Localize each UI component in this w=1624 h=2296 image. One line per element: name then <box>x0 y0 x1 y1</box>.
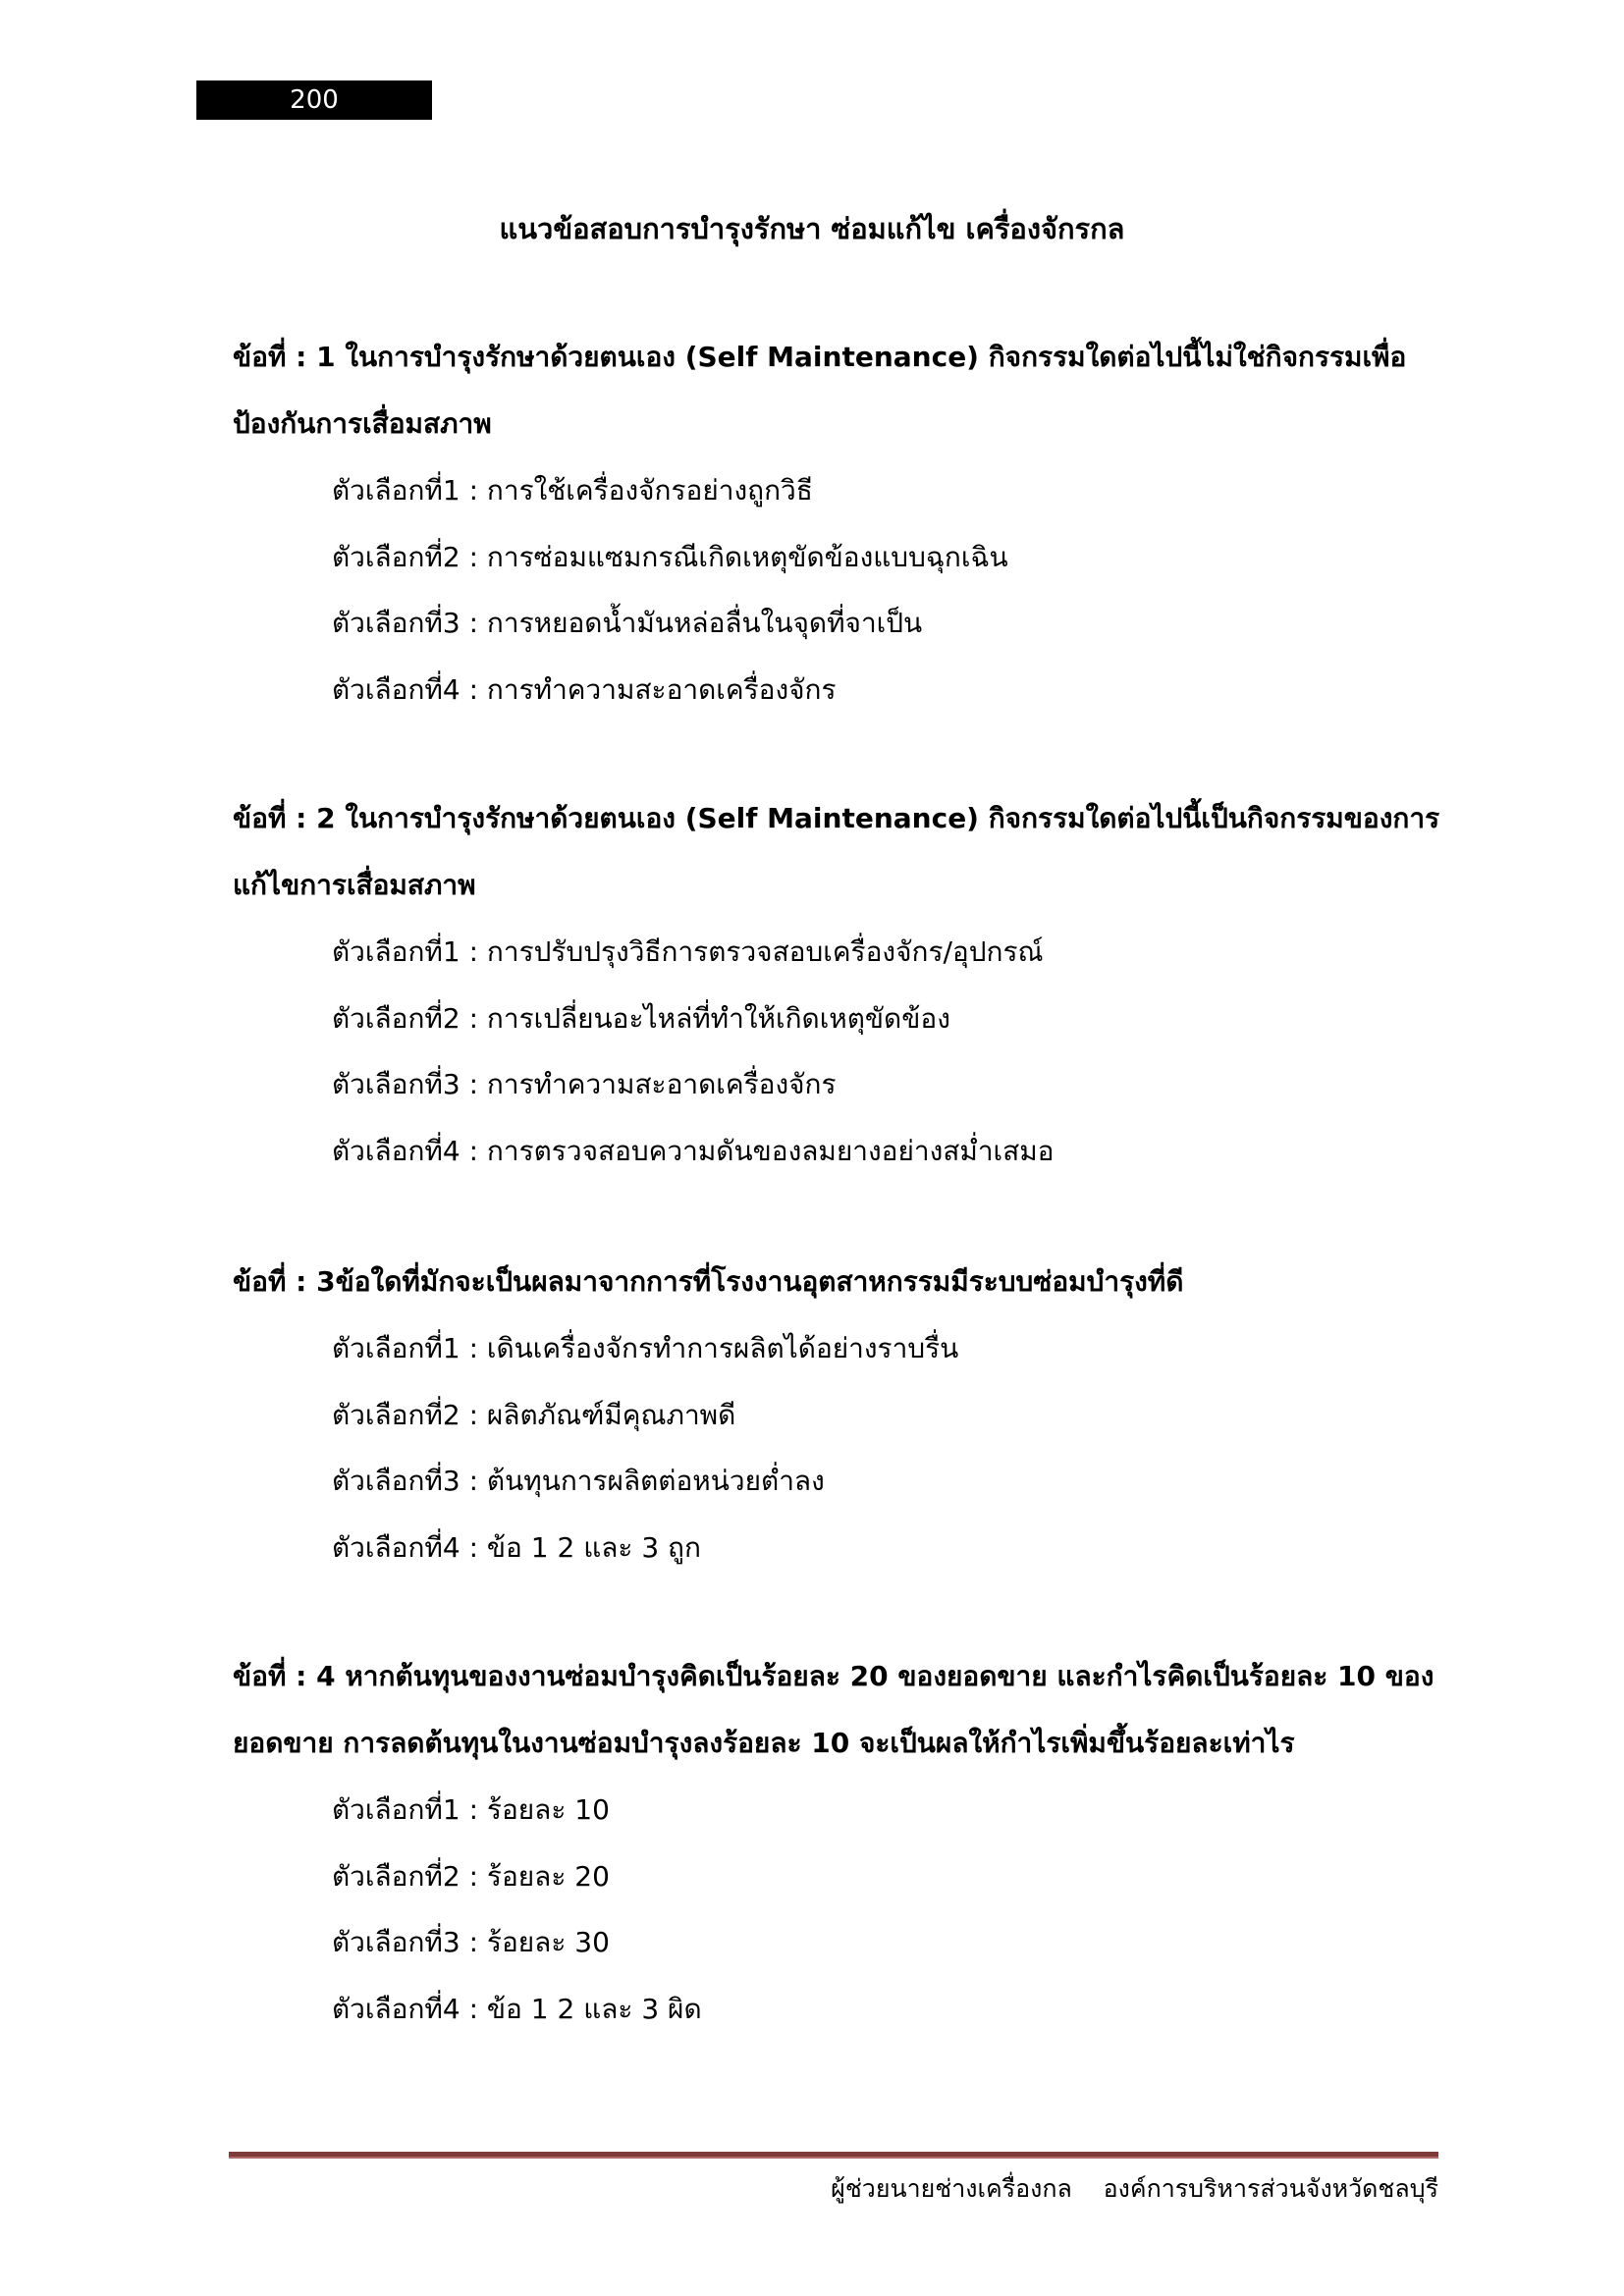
option-item: ตัวเลือกที่4 : ข้อ 1 2 และ 3 ถูก <box>332 1530 701 1564</box>
question-2 <box>233 785 1440 1184</box>
page-number: 200 <box>196 80 432 120</box>
option-list <box>233 457 1440 722</box>
question-4 <box>233 1643 1440 2042</box>
option-item: ตัวเลือกที่3 : ต้นทุนการผลิตต่อหน่วยต่ำลง <box>332 1465 825 1497</box>
option-item: ตัวเลือกที่4 : ข้อ 1 2 และ 3 ผิด <box>332 1992 702 2025</box>
option-item: ตัวเลือกที่1 : เดินเครื่องจักรทำการผลิตได้อย่างราบรื่น <box>332 1332 959 1364</box>
question-text: ข้อที่ : 3ข้อใดที่มักจะเป็นผลมาจากการที่โรงงานอุตสาหกรรมมีระบบซ่อมบำรุงที่ดี <box>233 1265 1184 1298</box>
question-3 <box>233 1249 1440 1580</box>
option-item: ตัวเลือกที่2 : การเปลี่ยนอะไหล่ที่ทำให้เกิดเหตุขัดข้อง <box>332 1001 950 1035</box>
question-1 <box>233 324 1440 722</box>
footer-text: ผู้ช่วยนายช่างเครื่องกล องค์การบริหารส่วนจังหวัดชลบุรี <box>831 2174 1438 2203</box>
option-item: ตัวเลือกที่2 : ผลิตภัณฑ์มีคุณภาพดี <box>332 1398 736 1431</box>
question-text: ข้อที่ : 4 หากต้นทุนของงานซ่อมบำรุงคิดเป็นร้อยละ 20 ของยอดขาย และกำไรคิดเป็นร้อยละ 10 ของยอดขาย การลดต้นทุนในงานซ่อมบำรุงลงร้อยละ 10 จะเป็นผลให้กำไรเพิ่มขึ้นร้อยละเท่าไร <box>233 1660 1435 1759</box>
question-text: ข้อที่ : 2 ในการบำรุงรักษาด้วยตนเอง (Self Maintenance) กิจกรรมใดต่อไปนี้เป็นกิจกรรมของการแก้ไขการเสื่อมสภาพ <box>233 802 1440 901</box>
option-item: ตัวเลือกที่3 : การทำความสะอาดเครื่องจักร <box>332 1068 837 1100</box>
document-title: แนวข้อสอบการบำรุงรักษา ซ่อมแก้ไข เครื่องจักรกล <box>499 212 1125 245</box>
option-item: ตัวเลือกที่4 : การตรวจสอบความดันของลมยางอย่างสม่ำเสมอ <box>332 1134 1055 1167</box>
option-list <box>233 1777 1440 2042</box>
option-item: ตัวเลือกที่1 : ร้อยละ 10 <box>332 1793 610 1826</box>
option-item: ตัวเลือกที่1 : การใช้เครื่องจักรอย่างถูกวิธี <box>332 474 813 507</box>
option-item: ตัวเลือกที่4 : การทำความสะอาดเครื่องจักร <box>332 672 837 706</box>
option-item: ตัวเลือกที่2 : การซ่อมแซมกรณีเกิดเหตุขัดข้องแบบฉุกเฉิน <box>332 540 1008 573</box>
option-list <box>233 1315 1440 1580</box>
option-item: ตัวเลือกที่1 : การปรับปรุงวิธีการตรวจสอบเครื่องจักร/อุปกรณ์ <box>332 935 1044 968</box>
option-list <box>233 919 1440 1184</box>
option-item: ตัวเลือกที่2 : ร้อยละ 20 <box>332 1859 610 1893</box>
option-item: ตัวเลือกที่3 : ร้อยละ 30 <box>332 1926 610 1958</box>
question-text: ข้อที่ : 1 ในการบำรุงรักษาด้วยตนเอง (Self Maintenance) กิจกรรมใดต่อไปนี้ไม่ใช่กิจกรรมเพื่อป้องกันการเสื่อมสภาพ <box>233 341 1407 440</box>
option-item: ตัวเลือกที่3 : การหยอดน้ำมันหล่อลื่นในจุดที่จาเป็น <box>332 607 923 639</box>
footer-divider <box>229 2152 1438 2159</box>
